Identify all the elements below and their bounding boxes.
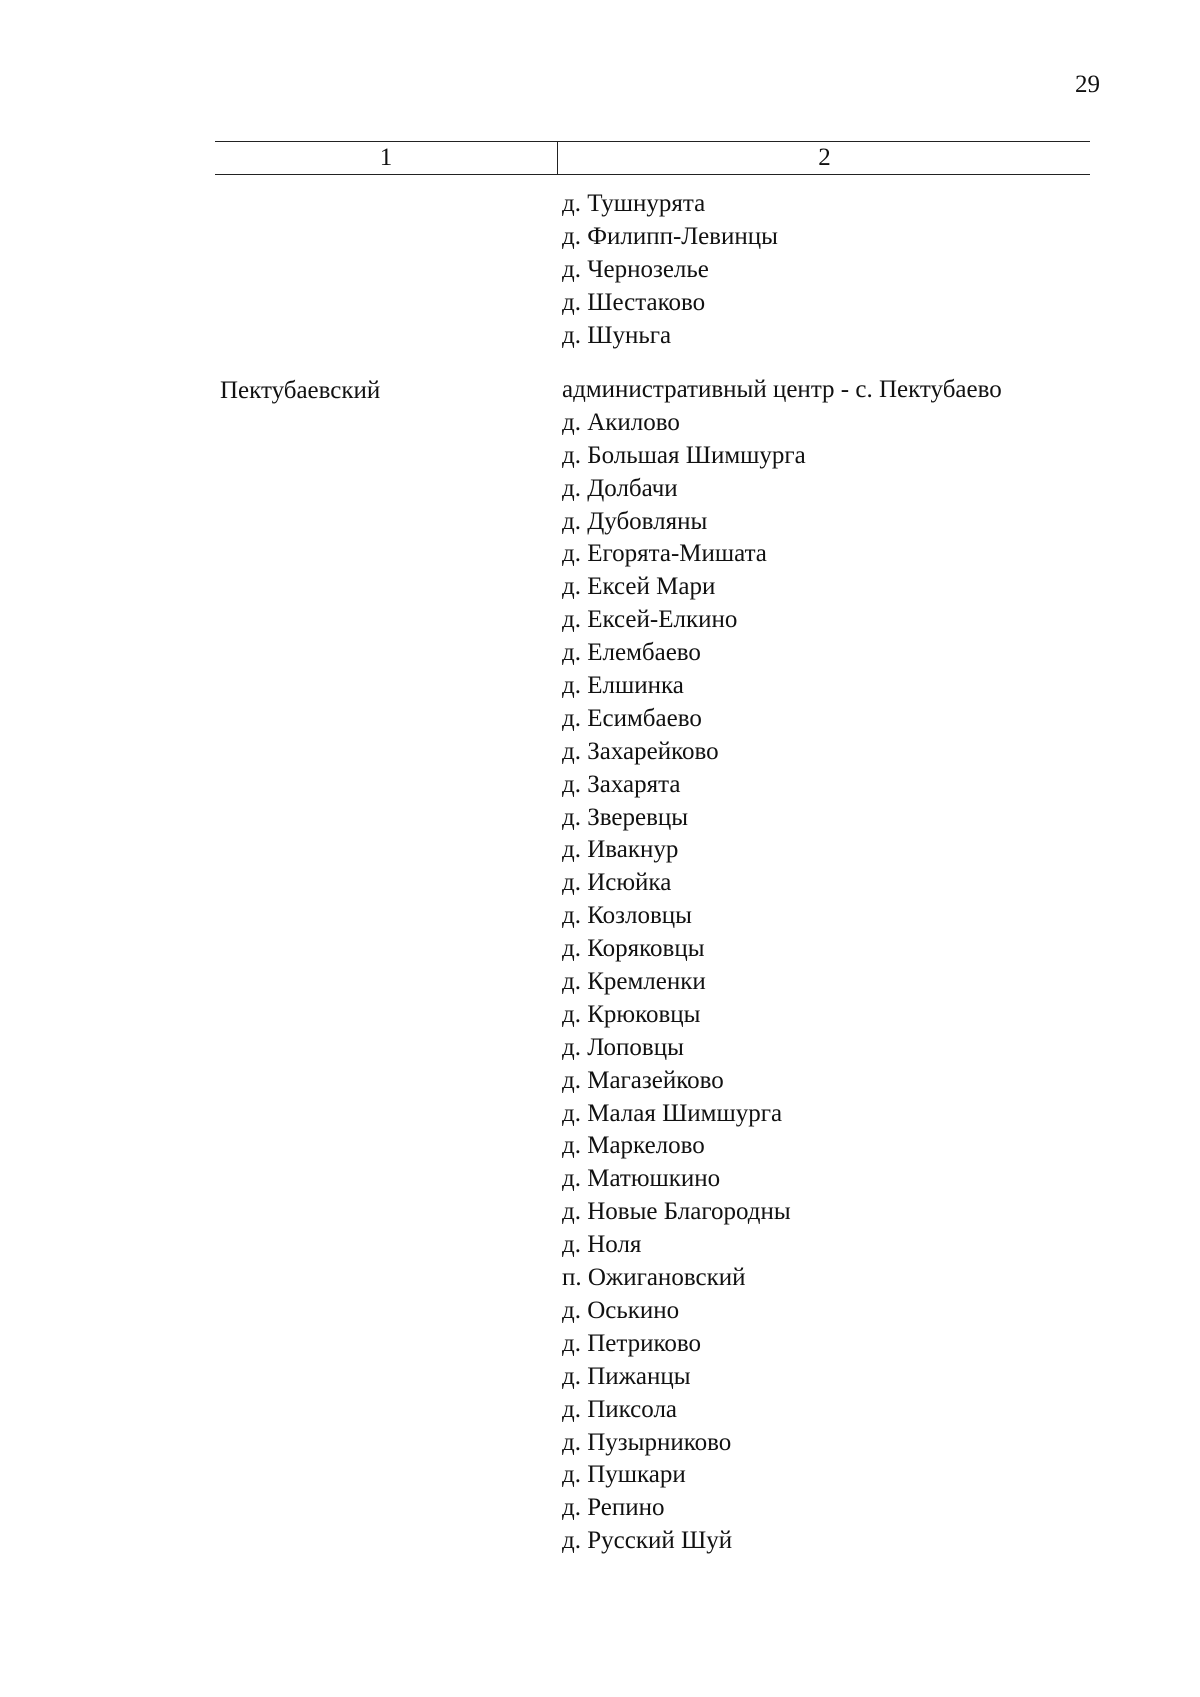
list-item: д. Елембаево xyxy=(562,639,701,667)
header-column-divider xyxy=(557,141,558,175)
column-header-2: 2 xyxy=(818,144,831,171)
list-item: д. Крюковцы xyxy=(562,1000,701,1028)
list-item: д. Лоповцы xyxy=(562,1033,684,1061)
list-item: д. Матюшкино xyxy=(562,1165,721,1193)
settlement-name: Пектубаевский xyxy=(220,377,381,404)
list-item: д. Шуньга xyxy=(562,321,672,349)
list-item: д. Петриково xyxy=(562,1329,701,1357)
list-item: д. Маркелово xyxy=(562,1132,705,1160)
page-number: 29 xyxy=(1075,71,1100,98)
list-item: д. Захарейково xyxy=(562,737,719,765)
list-item: д. Кремленки xyxy=(562,968,706,996)
list-item: д. Тушнурята xyxy=(562,190,706,217)
column-header-1: 1 xyxy=(379,144,393,171)
list-item: д. Дубовляны xyxy=(562,507,708,535)
list-item: д. Козловцы xyxy=(562,902,692,930)
list-item: п. Ожигановский xyxy=(562,1264,746,1292)
list-item: д. Коряковцы xyxy=(562,935,705,963)
list-item: д. Захарята xyxy=(562,770,681,798)
list-item: д. Ексей Мари xyxy=(562,573,716,601)
list-item: д. Пузырниково xyxy=(562,1428,732,1456)
list-item: д. Филипп-Левинцы xyxy=(562,222,778,250)
table-header xyxy=(215,141,1090,175)
list-item: д. Ексей-Елкино xyxy=(562,606,738,634)
list-item: д. Чернозелье xyxy=(562,255,709,283)
list-item: д. Русский Шуй xyxy=(562,1527,733,1555)
list-item: д. Пиксола xyxy=(562,1395,678,1423)
list-item: д. Зверевцы xyxy=(562,803,689,831)
list-item: д. Ивакнур xyxy=(562,836,679,864)
list-item: д. Егорята-Мишата xyxy=(562,540,767,568)
list-item: д. Репино xyxy=(562,1494,665,1522)
list-item: д. Малая Шимшурга xyxy=(562,1099,783,1127)
list-item: д. Пижанцы xyxy=(562,1362,691,1390)
list-item: д. Шестаково xyxy=(562,288,706,316)
settlement-entries-list xyxy=(562,374,1102,1558)
list-item: д. Оськино xyxy=(562,1296,680,1324)
list-item: д. Долбачи xyxy=(562,474,678,502)
list-item: д. Акилово xyxy=(562,408,680,436)
list-item: д. Есимбаево xyxy=(562,704,702,732)
list-item: д. Пушкари xyxy=(562,1461,686,1489)
list-item: д. Ноля xyxy=(562,1231,642,1259)
list-item: д. Елшинка xyxy=(562,672,684,700)
list-item: д. Новые Благородны xyxy=(562,1198,791,1226)
continued-settlements-list xyxy=(562,188,1102,352)
list-item: д. Исюйка xyxy=(562,869,672,897)
list-item: д. Большая Шимшурга xyxy=(562,441,806,469)
list-item: д. Магазейково xyxy=(562,1066,724,1094)
header-top-rule xyxy=(215,141,1090,142)
header-bottom-rule xyxy=(215,174,1090,175)
list-item: административный центр - с. Пектубаево xyxy=(562,376,1002,403)
